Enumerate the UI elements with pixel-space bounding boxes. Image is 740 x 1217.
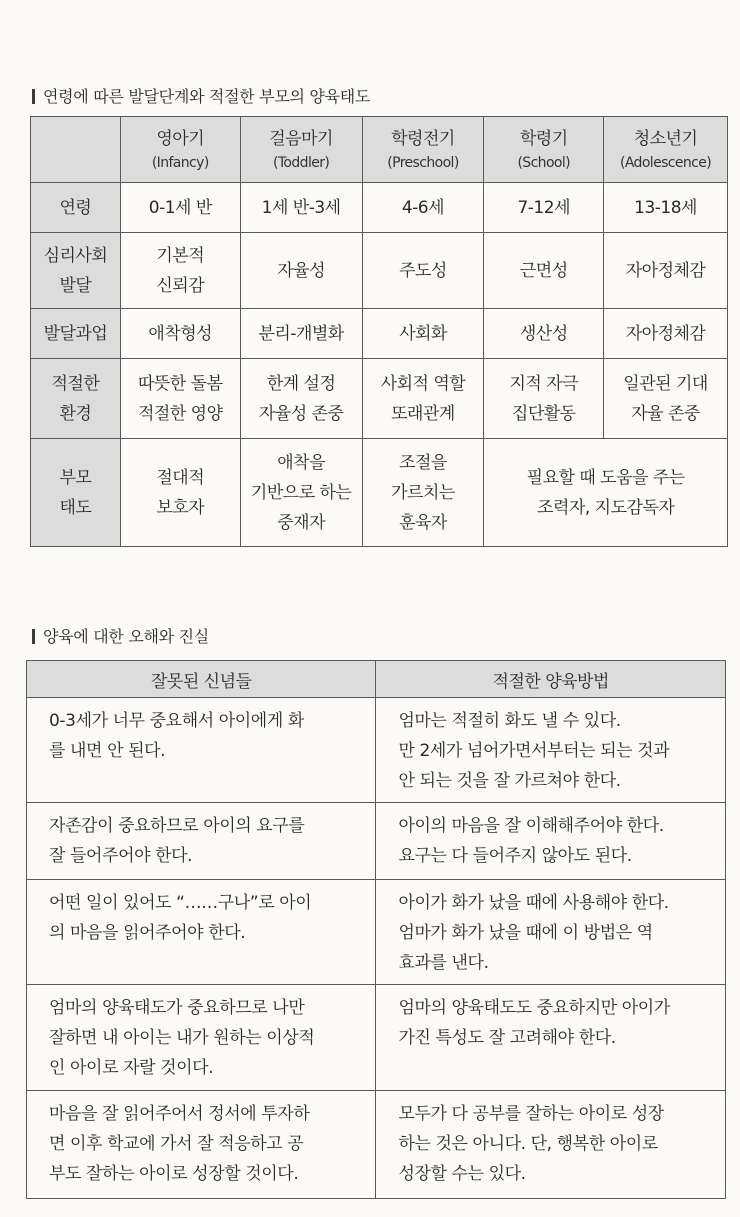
row-label-attitude: 부모 태도 xyxy=(31,439,121,547)
table-cell: 사회적 역할 또래관계 xyxy=(362,359,484,439)
table-cell: 근면성 xyxy=(484,233,604,309)
stage-header-toddler: 걸음마기 (Toddler) xyxy=(240,117,362,183)
myth-cell: 마음을 잘 읽어주어서 정서에 투자하 면 이후 학교에 가서 잘 적응하고 공 부도 잘하는 아이로 성장할 것이다. xyxy=(27,1091,376,1199)
table-cell: 일관된 기대 자율 존중 xyxy=(604,359,728,439)
table-cell: 4-6세 xyxy=(362,183,484,233)
myth-cell: 0-3세가 너무 중요해서 아이에게 화 를 내면 안 된다. xyxy=(27,698,376,803)
myth-cell: 엄마의 양육태도가 중요하므로 나만 잘하면 내 아이는 내가 원하는 이상적 인 아이로 자랄 것이다. xyxy=(27,985,376,1091)
table-cell: 분리-개별화 xyxy=(240,309,362,359)
table-cell: 1세 반-3세 xyxy=(240,183,362,233)
table-row xyxy=(27,698,726,803)
table-cell: 7-12세 xyxy=(484,183,604,233)
section-title-development xyxy=(32,84,370,107)
table-cell: 자아정체감 xyxy=(604,233,728,309)
row-label-task: 발달과업 xyxy=(31,309,121,359)
table-cell: 한계 설정 자율성 존중 xyxy=(240,359,362,439)
myth-cell: 자존감이 중요하므로 아이의 요구를 잘 들어주어야 한다. xyxy=(27,803,376,880)
truth-cell: 엄마는 적절히 화도 낼 수 있다. 만 2세가 넘어가면서부터는 되는 것과 안 되는 것을 잘 가르쳐야 한다. xyxy=(376,698,726,803)
table-row xyxy=(27,1091,726,1199)
table-cell: 조절을 가르치는 훈육자 xyxy=(362,439,484,547)
title-bar-marker xyxy=(32,629,35,644)
table-cell: 애착형성 xyxy=(120,309,240,359)
table-cell: 애착을 기반으로 하는 중재자 xyxy=(240,439,362,547)
title-bar-marker xyxy=(32,89,35,104)
header-wrong-beliefs: 잘못된 신념들 xyxy=(27,661,376,698)
myth-cell: 어떤 일이 있어도 “……구나”로 아이 의 마음을 읽어주어야 한다. xyxy=(27,880,376,985)
table-cell: 기본적 신뢰감 xyxy=(120,233,240,309)
truth-cell: 엄마의 양육태도도 중요하지만 아이가 가진 특성도 잘 고려해야 한다. xyxy=(376,985,726,1091)
development-stage-table xyxy=(30,116,728,547)
table-cell: 자아정체감 xyxy=(604,309,728,359)
corner-cell xyxy=(31,117,121,183)
truth-cell: 모두가 다 공부를 잘하는 아이로 성장 하는 것은 아니다. 단, 행복한 아이로 성장할 수는 있다. xyxy=(376,1091,726,1199)
table-cell: 자율성 xyxy=(240,233,362,309)
attitude-row xyxy=(31,439,728,547)
myth-truth-table xyxy=(26,660,726,1199)
age-row xyxy=(31,183,728,233)
row-label-environment: 적절한 환경 xyxy=(31,359,121,439)
row-label-age: 연령 xyxy=(31,183,121,233)
psychosocial-row xyxy=(31,233,728,309)
stage-header-school: 학령기 (School) xyxy=(484,117,604,183)
table-row xyxy=(27,880,726,985)
table-cell-merged: 필요할 때 도움을 주는 조력자, 지도감독자 xyxy=(484,439,728,547)
stage-header-infancy: 영아기 (Infancy) xyxy=(120,117,240,183)
table-row xyxy=(27,985,726,1091)
stage-header-row xyxy=(31,117,728,183)
section-title-myths xyxy=(32,624,209,647)
section-title-text: 연령에 따른 발달단계와 적절한 부모의 양육태도 xyxy=(43,87,371,106)
table-cell: 사회화 xyxy=(362,309,484,359)
table-cell: 따뜻한 돌봄 적절한 영양 xyxy=(120,359,240,439)
table-cell: 0-1세 반 xyxy=(120,183,240,233)
section-title-text: 양육에 대한 오해와 진실 xyxy=(43,627,209,646)
stage-header-adolescence: 청소년기 (Adolescence) xyxy=(604,117,728,183)
table-cell: 13-18세 xyxy=(604,183,728,233)
truth-cell: 아이가 화가 났을 때에 사용해야 한다. 엄마가 화가 났을 때에 이 방법은 역 효과를 낸다. xyxy=(376,880,726,985)
table-cell: 지적 자극 집단활동 xyxy=(484,359,604,439)
table-cell: 주도성 xyxy=(362,233,484,309)
myth-truth-header-row xyxy=(27,661,726,698)
truth-cell: 아이의 마음을 잘 이해해주어야 한다. 요구는 다 들어주지 않아도 된다. xyxy=(376,803,726,880)
row-label-psychosocial: 심리사회 발달 xyxy=(31,233,121,309)
table-cell: 절대적 보호자 xyxy=(120,439,240,547)
header-proper-parenting: 적절한 양육방법 xyxy=(376,661,726,698)
task-row xyxy=(31,309,728,359)
table-row xyxy=(27,803,726,880)
stage-header-preschool: 학령전기 (Preschool) xyxy=(362,117,484,183)
environment-row xyxy=(31,359,728,439)
table-cell: 생산성 xyxy=(484,309,604,359)
